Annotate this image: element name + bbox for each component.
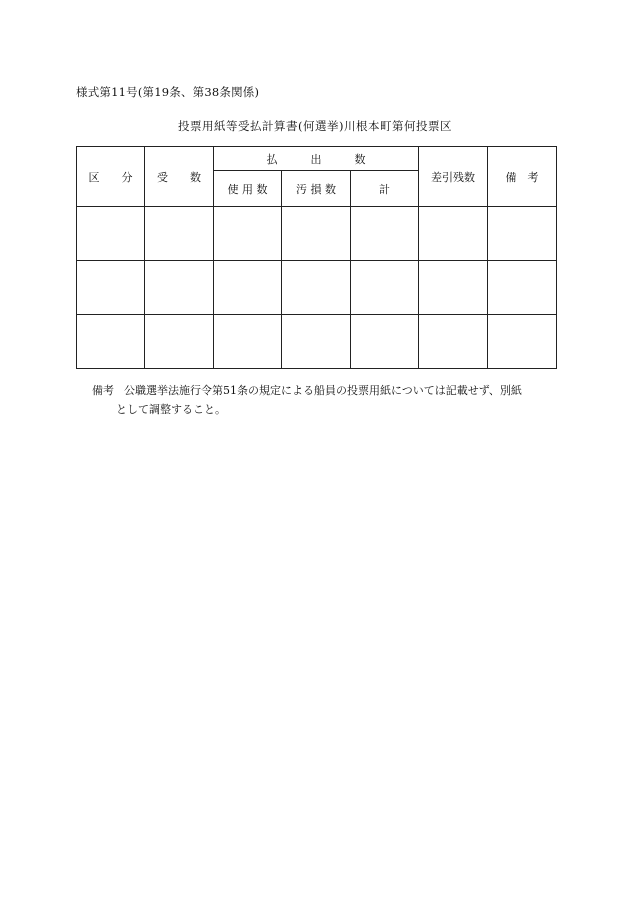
table-cell [214, 261, 282, 315]
table-cell [145, 261, 214, 315]
table-cell [419, 207, 488, 261]
table-cell [419, 315, 488, 369]
table-cell [77, 261, 145, 315]
table-cell [145, 207, 214, 261]
remarks-note [92, 381, 558, 419]
header-received: 受 数 [145, 147, 214, 207]
subheader-damaged: 汚 損 数 [282, 171, 351, 207]
table-cell [214, 315, 282, 369]
table-cell [77, 315, 145, 369]
table-cell [488, 207, 557, 261]
form-title: 投票用紙等受払計算書(何選挙)川根本町第何投票区 [178, 119, 452, 133]
note-line-1 [92, 381, 558, 400]
table-cell [282, 261, 351, 315]
header-disbursed: 払 出 数 [214, 147, 419, 171]
subheader-total: 計 [351, 171, 419, 207]
table-cell [77, 207, 145, 261]
table-cell [419, 261, 488, 315]
table-row [77, 207, 557, 261]
ballot-accounting-table [76, 146, 557, 369]
header-remarks: 備 考 [488, 147, 557, 207]
table-row [77, 315, 557, 369]
table-cell [351, 261, 419, 315]
note-line-2: として調整すること。 [116, 403, 226, 416]
table-cell [145, 315, 214, 369]
note-prefix: 備考 [92, 384, 114, 397]
table-cell [282, 315, 351, 369]
table-cell [351, 207, 419, 261]
note-text-1: 公職選挙法施行令第51条の規定による船員の投票用紙については記載せず、別紙 [124, 384, 522, 397]
table-cell [351, 315, 419, 369]
header-remaining: 差引残数 [419, 147, 488, 207]
table-cell [282, 207, 351, 261]
header-category: 区 分 [77, 147, 145, 207]
table-cell [488, 261, 557, 315]
table-row [77, 261, 557, 315]
table-cell [214, 207, 282, 261]
subheader-used: 使 用 数 [214, 171, 282, 207]
form-number: 様式第11号(第19条、第38条関係) [76, 85, 260, 99]
table-cell [488, 315, 557, 369]
